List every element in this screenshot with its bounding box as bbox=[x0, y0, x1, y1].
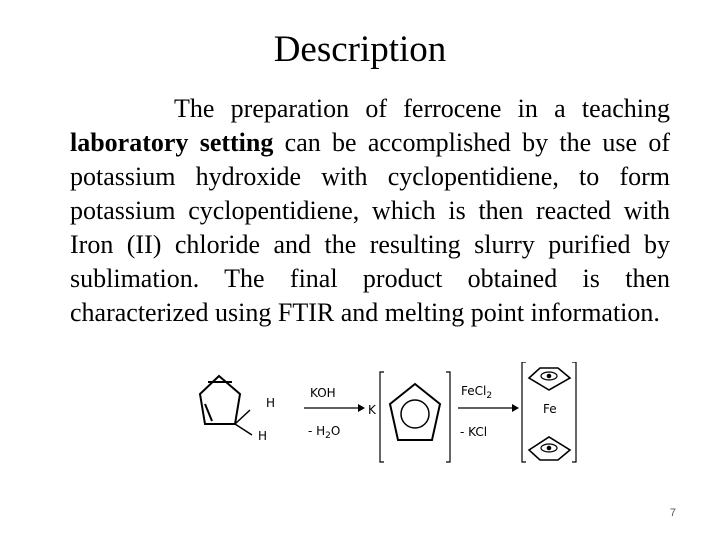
reagent-minus-kcl: - KCl bbox=[460, 425, 488, 439]
reagent-minus-water: - $H_2O$ bbox=[308, 424, 341, 441]
slide-title: Description bbox=[273, 29, 447, 70]
paragraph-lead: The preparation of ferrocene in a teaching bbox=[174, 94, 670, 123]
reaction-arrow-1-head bbox=[358, 404, 365, 412]
reaction-scheme bbox=[188, 362, 588, 492]
hydrogen-label-bottom: H bbox=[258, 429, 268, 443]
reagent-koh: KOH bbox=[310, 386, 336, 400]
cyclopentadienide-structure bbox=[380, 372, 450, 462]
paragraph-bold-phrase: laboratory setting bbox=[70, 128, 274, 157]
description-paragraph bbox=[70, 92, 670, 330]
reagent-fecl2: FeCl$_2$ bbox=[461, 384, 493, 401]
cyclopentadiene-structure bbox=[200, 376, 252, 435]
iron-label: Fe bbox=[543, 402, 557, 416]
hydrogen-label-top: H bbox=[266, 396, 276, 410]
reaction-arrow-2-head bbox=[512, 404, 519, 412]
paragraph-rest: can be accomplished by the use of potassium hydroxide with cyclopentidiene, to form potassium cyclopentidiene, which is then reacted with Iron (II) chloride and the resulting slurry purified by sublimation. The final product obtained is then characterized using FTIR and melting point information. bbox=[70, 128, 670, 327]
page-number: 7 bbox=[669, 507, 676, 519]
potassium-label: K bbox=[368, 403, 376, 417]
